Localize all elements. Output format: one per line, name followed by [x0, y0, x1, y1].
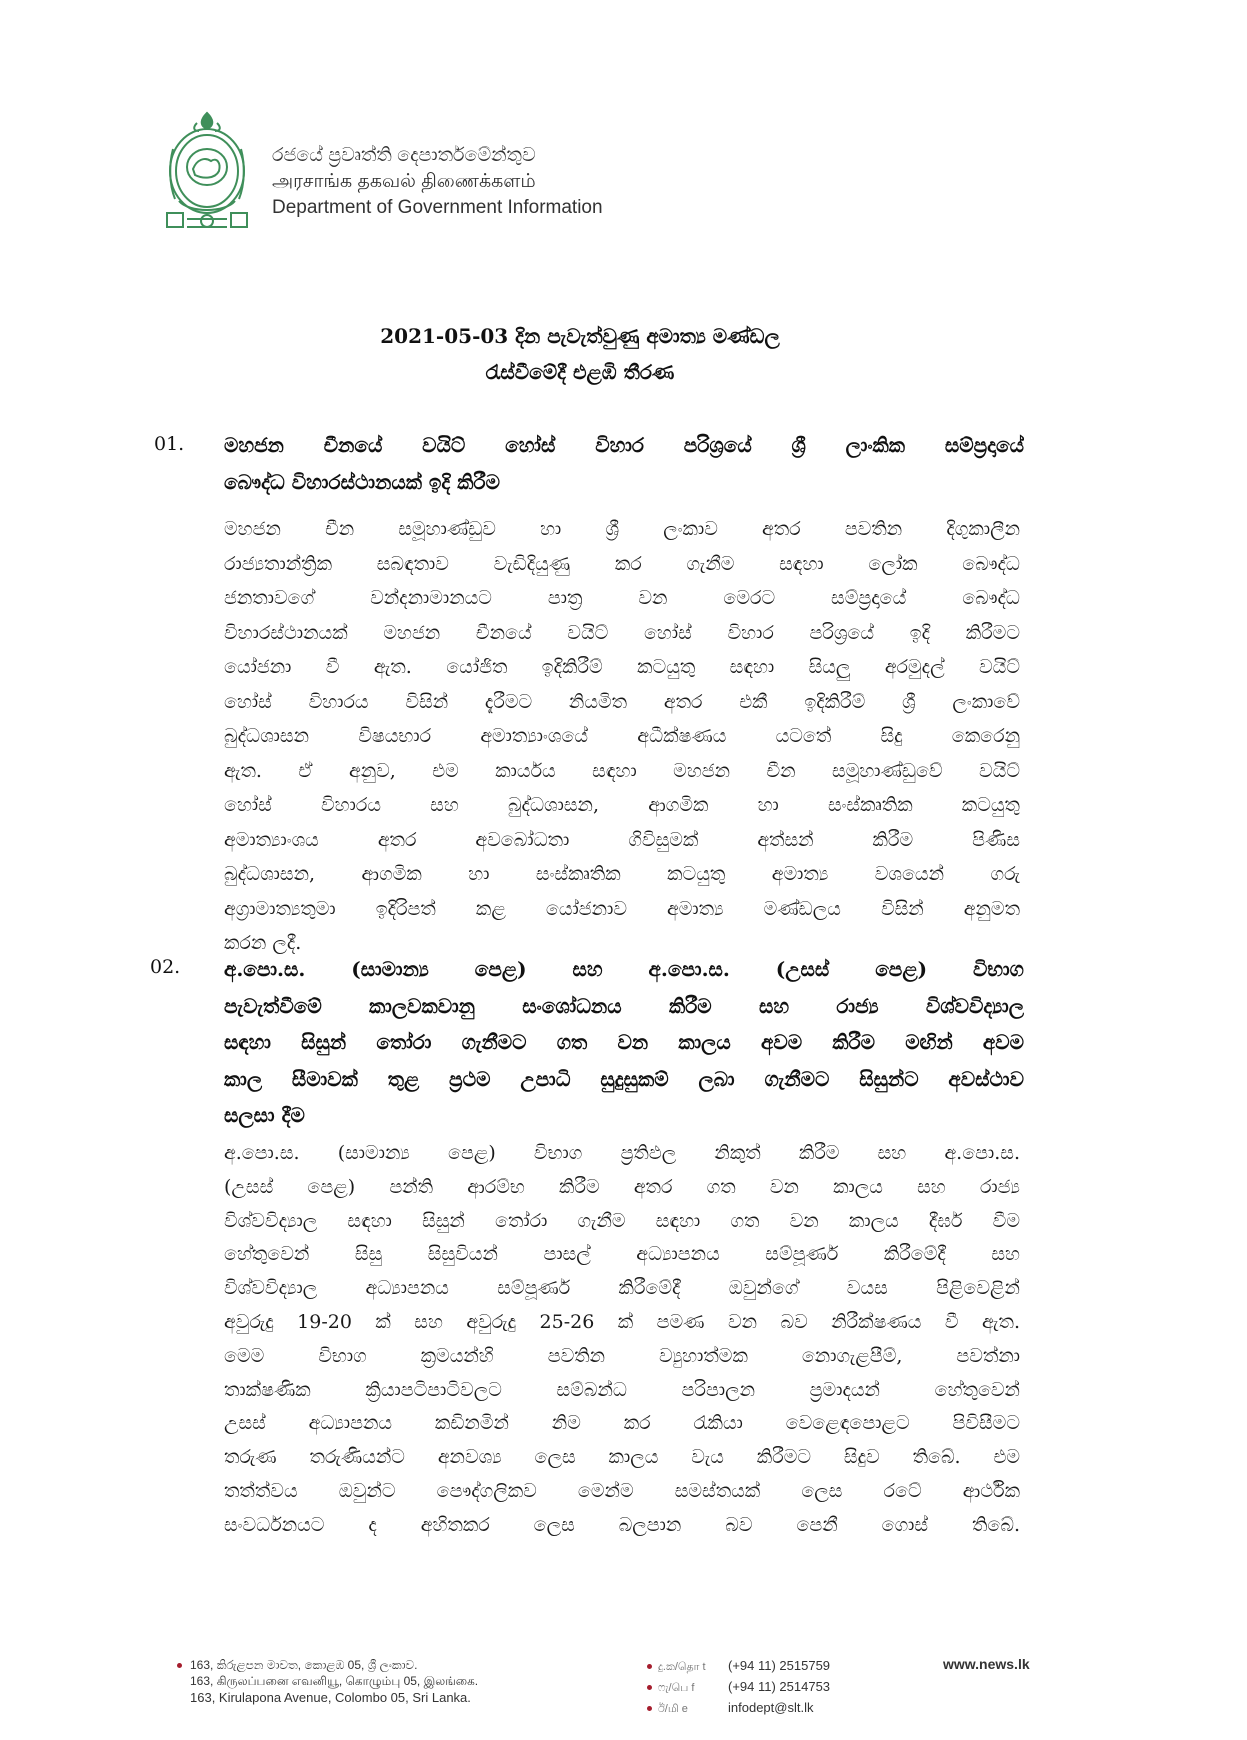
paragraph-line: කරන ලදී.	[224, 932, 302, 954]
paragraph-line: (උසස් පෙළ) පන්ති ආරම්භ කිරීම අතර ගත වන කාලය සහ රාජ්‍ය	[224, 1175, 1020, 1198]
email-row	[658, 1698, 830, 1719]
section-paragraph	[224, 512, 1020, 961]
heading-line: අ.පො.ස. (සාමාන්‍ය පෙළ) සහ අ.පො.ස. (උසස් පෙළ) විභාග	[224, 957, 1024, 981]
paragraph-line: මෙම විභාග ක්‍රමයන්හි පවතින ව්‍යුහාත්මක නොගැළපීම්, පවත්නා	[224, 1344, 1020, 1367]
title-line: 2021-05-03 දින පැවැත්වුණු අමාත්‍ය මණ්ඩල	[380, 324, 780, 348]
section-paragraph	[224, 1137, 1020, 1543]
bullet-dot-icon	[647, 1706, 652, 1711]
paragraph-line: ජනතාවගේ වන්දනාමානයට පාත්‍ර වන මෙරට සම්ප්‍රදායේ බෞද්ධ	[224, 587, 1020, 609]
sri-lanka-emblem-icon	[163, 109, 251, 233]
heading-line: මහජන චීනයේ වයිට් හෝස් විහාර පරිශ්‍රයේ ශ්‍රී ලාංකික සම්ප්‍රදායේ	[224, 433, 1024, 457]
paragraph-line: අ.පො.ස. (සාමාන්‍ය පෙළ) විභාග ප්‍රතිඵල නිකුත් කිරීම සහ අ.පො.ස.	[224, 1142, 1020, 1164]
paragraph-line: යෝජනා වී ඇත. යෝජිත ඉදිකිරීම් කටයුතු සඳහා සියලු අරමුදල් වයිට්	[224, 656, 1020, 678]
title-line: රැස්වීමේදී එළඹි තීරණ	[485, 360, 675, 384]
bullet-dot-icon	[177, 1663, 182, 1668]
bullet-dot-icon	[647, 1685, 652, 1690]
heading-line: බෞද්ධ විහාරස්ථානයක් ඉදි කිරීම	[224, 469, 500, 494]
section-number: 02.	[150, 956, 181, 978]
paragraph-line: තරුණ තරුණියන්ට අනවශ්‍ය ලෙස කාලය වැය කිරීමට සිදුව තිබේ. එම	[224, 1446, 1020, 1469]
fax-label: ෆැ/பெ f	[658, 1682, 695, 1694]
paragraph-line: අග්‍රාමාත්‍යතුමා ඉදිරිපත් කළ යෝජනාව අමාත්‍ය මණ්ඩලය විසින් අනුමත	[224, 897, 1020, 920]
heading-line: කාල සීමාවක් තුළ ප්‍රථම උපාධි සුදුසුකම් ලබා ගැනීමට සිසුන්ට අවස්ථාව	[224, 1066, 1024, 1091]
footer-address	[190, 1657, 478, 1706]
paragraph-line: ඇත. ඒ අනුව, එම කාර්යය සඳහා මහජන චීන සමූහාණ්ඩුවේ වයිට්	[224, 759, 1020, 782]
paragraph-line: විහාරස්ථානයක් මහජන චීනයේ වයිට් හෝස් විහාර පරිශ්‍රයේ ඉදි කිරීමට	[224, 621, 1020, 644]
paragraph-line: විශ්වවිද්‍යාල සඳහා සිසුන් තෝරා ගැනීම සඳහා ගත වන කාලය දීර්ඝ වීම	[224, 1209, 1020, 1232]
bullet-dot-icon	[647, 1664, 652, 1669]
phone-number: (+94 11) 2515759	[728, 1658, 831, 1673]
department-name-sinhala: රජයේ ප්‍රවෘත්ති දෙපාර්තමේන්තුව	[272, 145, 536, 166]
section-heading	[224, 951, 1024, 1134]
phone-label: දු.ක/தொ t	[658, 1661, 706, 1673]
email-label: ඊ/மி e	[658, 1703, 688, 1715]
phone-row	[658, 1656, 830, 1677]
heading-line: සඳහා සිසුන් තෝරා ගැනීමට ගත වන කාලය අවම කිරීම මඟින් අවම	[224, 1030, 1024, 1054]
paragraph-line: තත්ත්වය ඔවුන්ට පෞද්ගලිකව මෙන්ම සමස්තයක් ලෙස රටේ ආර්ථික	[224, 1479, 1020, 1502]
department-name-block	[272, 143, 603, 221]
paragraph-line: හෝස් විහාරය විසින් දැරීමට නියමිත අතර එකී ඉදිකිරීම් ශ්‍රී ලංකාවේ	[224, 690, 1020, 713]
fax-number: (+94 11) 2514753	[728, 1679, 831, 1694]
paragraph-line: බුද්ධශාසන, ආගමික හා සංස්කෘතික කටයුතු අමාත්‍ය වශයෙන් ගරු	[224, 863, 1020, 885]
paragraph-line: බුද්ධශාසන විෂයභාර අමාත්‍යාංශයේ අධීක්ෂණය යටතේ සිදු කෙරෙනු	[224, 725, 1020, 747]
website-link[interactable]: www.news.lk	[943, 1656, 1030, 1672]
paragraph-line: රාජ්‍යතාන්ත්‍රික සබඳතාව වැඩිදියුණු කර ගැනීම සඳහා ලෝක බෞද්ධ	[224, 552, 1020, 575]
section-number: 01.	[154, 433, 185, 455]
department-name-english: Department of Government Information	[272, 197, 603, 218]
paragraph-line: හෝස් විහාරය සහ බුද්ධශාසන, ආගමික හා සංස්කෘතික කටයුතු	[224, 794, 1020, 816]
address-row-tamil	[190, 1673, 478, 1689]
address-tamil: 163, கிருலப்பனை எவனியூ, கொழும்பு 05, இலங்கை.	[190, 1674, 479, 1688]
paragraph-line: උසස් අධ්‍යාපනය කඩිනමින් නිම කර රැකියා වෙළෙඳපොළට පිවිසීමට	[224, 1412, 1020, 1435]
department-name-tamil: அரசாங்க தகவல் திணைக்களம்	[272, 171, 536, 192]
email-address[interactable]: infodept@slt.lk	[728, 1700, 814, 1715]
paragraph-line: සංවර්ධනයට ද අහිතකර ලෙස බලපාන බව පෙනී ගොස් තිබේ.	[224, 1513, 1020, 1536]
heading-line: පැවැත්වීමේ කාලවකවානු සංශෝධනය කිරීම සහ රාජ්‍ය විශ්වවිද්‍යාල	[224, 993, 1024, 1018]
paragraph-line: හේතුවෙන් සිසු සිසුවියන් පාසල් අධ්‍යාපනය සම්පූර්ණ කිරීමේදී සහ	[224, 1243, 1020, 1266]
paragraph-line: තාක්ෂණික ක්‍රියාපටිපාටිවලට සම්බන්ධ පරිපාලන ප්‍රමාදයන් හේතුවෙන්	[224, 1378, 1020, 1401]
document-title	[200, 318, 960, 390]
address-row-sinhala	[190, 1657, 478, 1673]
heading-line: සලසා දීම	[224, 1103, 305, 1127]
fax-row	[658, 1677, 830, 1698]
section-heading	[224, 427, 1024, 500]
paragraph-line: විශ්වවිද්‍යාල අධ්‍යාපනය සම්පූර්ණ කිරීමේදී ඔවුන්ගේ වයස පිළිවෙළින්	[224, 1277, 1020, 1300]
paragraph-line: අමාත්‍යාංශය අතර අවබෝධතා ගිවිසුමක් අත්සන් කිරීම පිණිස	[224, 828, 1020, 851]
address-row-english	[190, 1689, 478, 1706]
paragraph-line: අවුරුදු 19-20 ක් සහ අවුරුදු 25-26 ක් පමණ වන බව නිරීක්ෂණය වී ඇත.	[224, 1310, 1020, 1333]
address-english: 163, Kirulapona Avenue, Colombo 05, Sri Lanka.	[190, 1690, 471, 1705]
paragraph-line: මහජන චීන සමූහාණ්ඩුව හා ශ්‍රී ලංකාව අතර පවතින දිගුකාලීන	[224, 518, 1020, 540]
address-sinhala: 163, කිරුළපන මාවත, කොළඹ 05, ශ්‍රී ලංකාව.	[190, 1658, 418, 1672]
footer-contact	[658, 1656, 830, 1719]
